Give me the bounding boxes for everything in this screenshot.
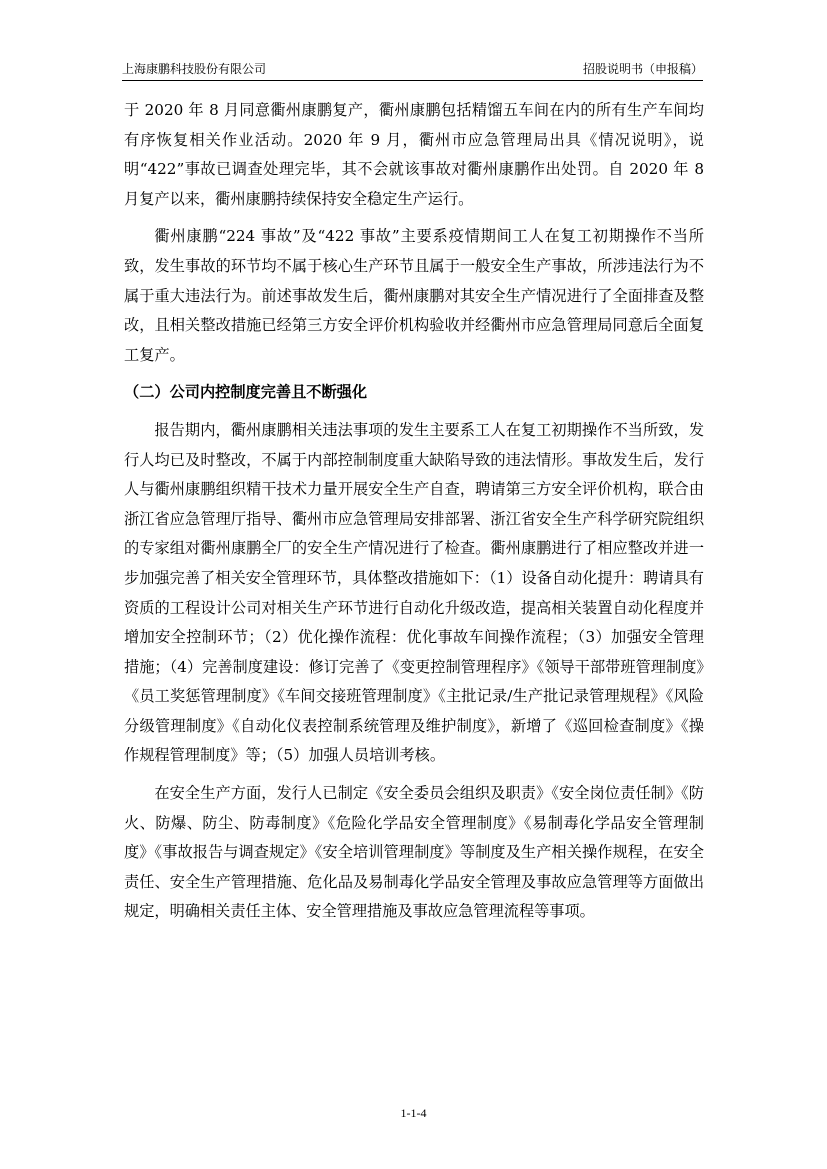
company-name: 上海康鹏科技股份有限公司 [122, 62, 267, 76]
paragraph-2: 衢州康鹏“224 事故”及“422 事故”主要系疫情期间工人在复工初期操作不当所致，发生事故的环节均不属于核心生产环节且属于一般安全生产事故，所涉违法行为不属于重大违法行为。前述事故发生后，衢州康鹏对其安全生产情况进行了全面排查及整改，且相关整改措施已经第三方安全评价机构验收并经衢州市应急管理局同意后全面复工复产。 [124, 227, 704, 364]
document-title: 招股说明书（申报稿） [582, 62, 703, 76]
document-body [124, 96, 704, 935]
page-header [122, 56, 703, 81]
paragraph-3: 报告期内，衢州康鹏相关违法事项的发生主要系工人在复工初期操作不当所致，发行人均已及时整改，不属于内部控制制度重大缺陷导致的违法情形。事故发生后，发行人与衢州康鹏组织精干技术力量开展安全生产自查，聘请第三方安全评价机构，联合由浙江省应急管理厅指导、衢州市应急管理局安排部署、浙江省安全生产科学研究院组织的专家组对衢州康鹏全厂的安全生产情况进行了检查。衢州康鹏进行了相应整改并进一步加强完善了相关安全管理环节，具体整改措施如下：（1）设备自动化提升：聘请具有资质的工程设计公司对相关生产环节进行自动化升级改造，提高相关装置自动化程度并增加安全控制环节；（2）优化操作流程：优化事故车间操作流程；（3）加强安全管理措施；（4）完善制度建设：修订完善了《变更控制管理程序》《领导干部带班管理制度》《员工奖惩管理制度》《车间交接班管理制度》《主批记录/生产批记录管理规程》《风险分级管理制度》《自动化仪表控制系统管理及维护制度》，新增了《巡回检查制度》《操作规程管理制度》等；（5）加强人员培训考核。 [124, 420, 704, 765]
paragraph-1: 于 2020 年 8 月同意衢州康鹏复产，衢州康鹏包括精馏五车间在内的所有生产车间均有序恢复相关作业活动。2020 年 9 月，衢州市应急管理局出具《情况说明》，说明“422”事故已调查处理完毕，其不会就该事故对衢州康鹏作出处罚。自 2020 年 8 月复产以来，衢州康鹏持续保持安全稳定生产运行。 [124, 101, 704, 208]
section-heading: （二）公司内控制度完善且不断强化 [124, 383, 367, 402]
page-number: 1-1-4 [400, 1106, 427, 1120]
paragraph-4: 在安全生产方面，发行人已制定《安全委员会组织及职责》《安全岗位责任制》《防火、防爆、防尘、防毒制度》《危险化学品安全管理制度》《易制毒化学品安全管理制度》《事故报告与调查规定》《安全培训管理制度》等制度及生产相关操作规程，在安全责任、安全生产管理措施、危化品及易制毒化学品安全管理及事故应急管理等方面做出规定，明确相关责任主体、安全管理措施及事故应急管理流程等事项。 [124, 784, 704, 921]
